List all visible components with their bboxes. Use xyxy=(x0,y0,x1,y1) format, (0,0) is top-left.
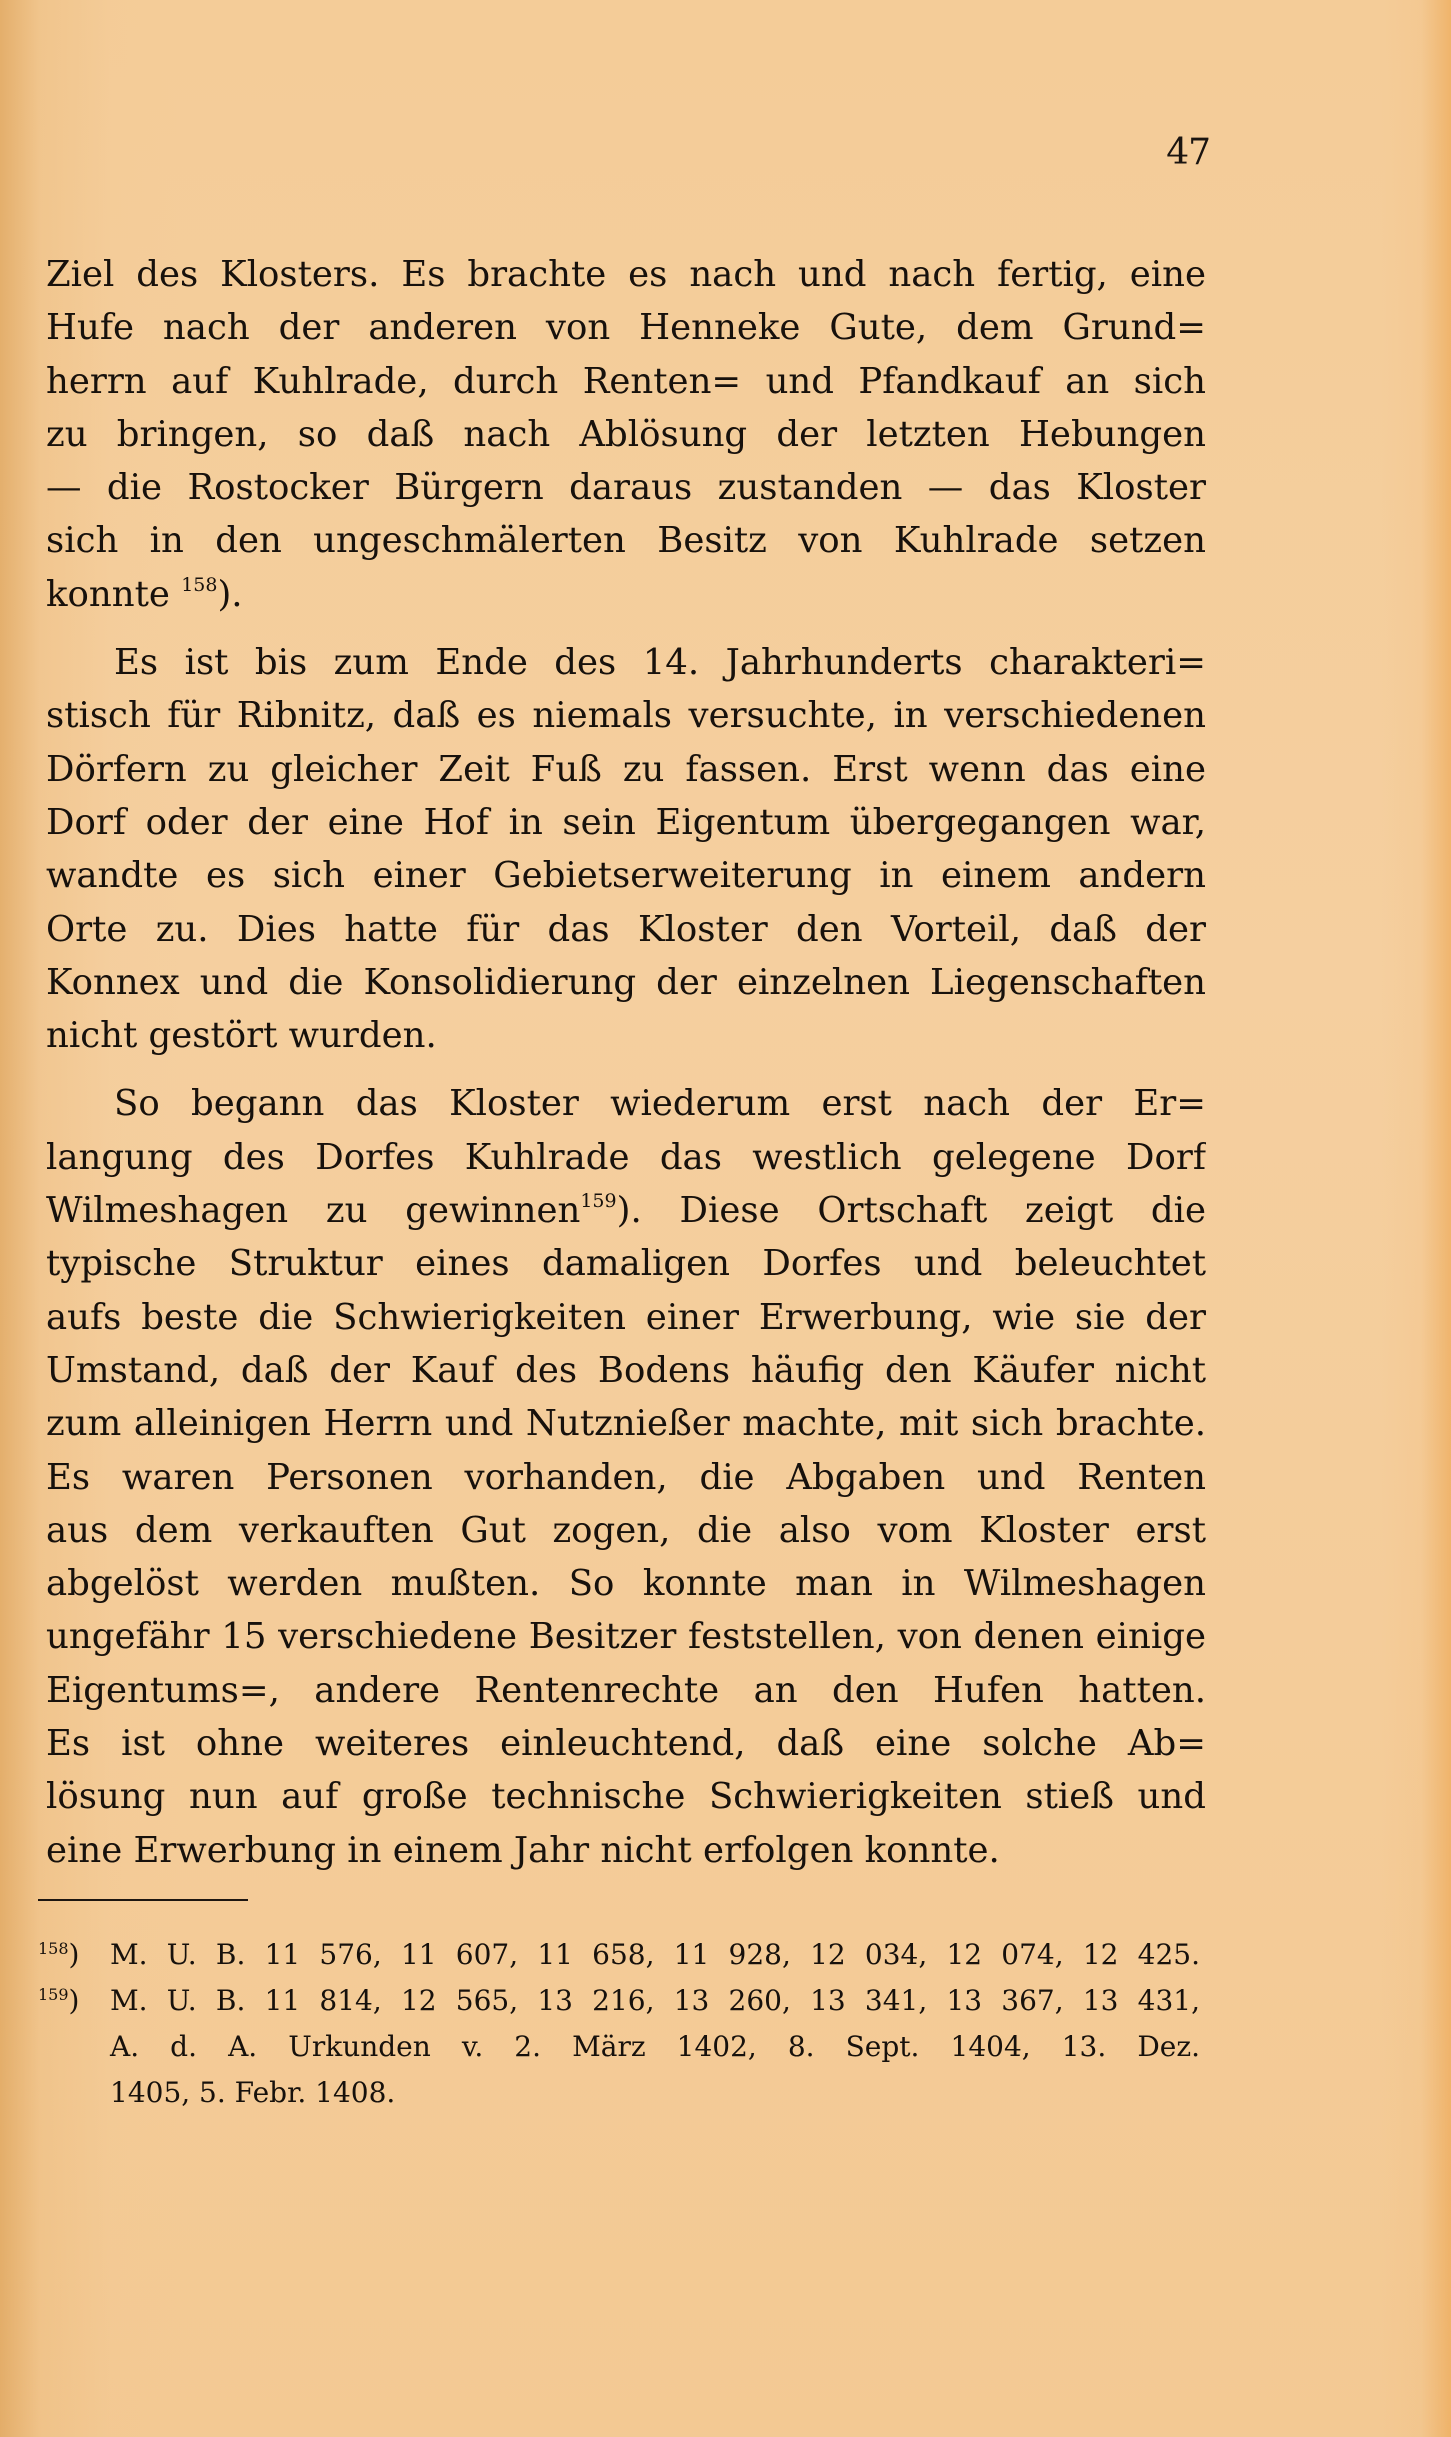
footnote-paren: ) xyxy=(68,1984,80,2017)
text-line: wandte es sich einer Gebietserweiterung in einem andern xyxy=(46,855,1206,897)
footnote-159-continuation xyxy=(38,2070,1218,2116)
text-fragment: ). xyxy=(217,573,243,615)
text-line: eine Erwerbung in einem Jahr nicht erfolgen konnte. xyxy=(46,1829,1000,1871)
text-fragment: ). Diese Ortschaft zeigt die xyxy=(616,1190,1206,1232)
text-line: Eigentums=, andere Rentenrechte an den Hufen hatten. xyxy=(46,1669,1206,1711)
text-line: nicht gestört wurden. xyxy=(46,1015,437,1057)
text-line: Umstand, daß der Kauf des Bodens häufig den Käufer nicht xyxy=(46,1349,1206,1391)
paragraph-2 xyxy=(46,636,1206,1062)
text-line xyxy=(46,568,1206,621)
text-line: aufs beste die Schwierigkeiten einer Erwerbung, wie sie der xyxy=(46,1296,1206,1338)
text-line: Hufe nach der anderen von Henneke Gute, dem Grund= xyxy=(46,307,1206,349)
body-text xyxy=(46,248,1206,1877)
text-line: langung des Dorfes Kuhlrade das westlich gelegene Dorf xyxy=(46,1136,1206,1178)
footnotes xyxy=(38,1932,1218,2116)
text-line: — die Rostocker Bürgern daraus zustanden — das Kloster xyxy=(46,467,1206,509)
footnote-text: 1405, 5. Febr. 1408. xyxy=(110,2076,396,2109)
text-fragment: konnte xyxy=(46,573,170,615)
paragraph-1 xyxy=(46,248,1206,621)
footnote-text: M. U. B. 11 576, 11 607, 11 658, 11 928, 12 034, 12 074, 12 425. xyxy=(110,1938,1200,1971)
footnote-number: 159 xyxy=(38,1985,69,2004)
text-line xyxy=(46,1184,1206,1237)
footnote-paren: ) xyxy=(68,1938,80,1971)
text-line: aus dem verkauften Gut zogen, die also vom Kloster erst xyxy=(46,1509,1206,1551)
footnote-separator-rule xyxy=(38,1899,248,1901)
footnote-159 xyxy=(38,1978,1218,2024)
text-line: Dorf oder der eine Hof in sein Eigentum übergegangen war, xyxy=(46,801,1206,843)
footnote-number: 158 xyxy=(38,1939,69,1958)
text-line: Es ist bis zum Ende des 14. Jahrhunderts charakteri= xyxy=(114,642,1206,684)
paragraph-3 xyxy=(46,1077,1206,1876)
text-line: abgelöst werden mußten. So konnte man in Wilmeshagen xyxy=(46,1563,1206,1605)
text-line: sich in den ungeschmälerten Besitz von Kuhlrade setzen xyxy=(46,520,1206,562)
text-line: stisch für Ribnitz, daß es niemals versuchte, in verschiedenen xyxy=(46,695,1206,737)
text-line: zum alleinigen Herrn und Nutznießer machte, mit sich brachte. xyxy=(46,1403,1206,1445)
footnote-reference-159[interactable]: 159 xyxy=(580,1190,617,1213)
text-line: zu bringen, so daß nach Ablösung der letzten Hebungen xyxy=(46,413,1206,455)
text-line: lösung nun auf große technische Schwierigkeiten stieß und xyxy=(46,1776,1206,1818)
text-line: So begann das Kloster wiederum erst nach der Er= xyxy=(114,1083,1206,1125)
text-line: Konnex und die Konsolidierung der einzelnen Liegenschaften xyxy=(46,961,1206,1003)
text-line: typische Struktur eines damaligen Dorfes und beleuchtet xyxy=(46,1243,1206,1285)
footnote-marker xyxy=(38,1932,110,1978)
text-line: ungefähr 15 verschiedene Besitzer feststellen, von denen einige xyxy=(46,1616,1206,1658)
text-line: Ziel des Klosters. Es brachte es nach und nach fertig, eine xyxy=(46,254,1206,295)
footnote-159-continuation xyxy=(38,2024,1218,2070)
text-fragment: Wilmeshagen zu gewinnen xyxy=(46,1190,581,1232)
footnote-text: M. U. B. 11 814, 12 565, 13 216, 13 260, 13 341, 13 367, 13 431, xyxy=(110,1984,1200,2017)
page-number: 47 xyxy=(1166,132,1210,173)
text-line: Es waren Personen vorhanden, die Abgaben und Renten xyxy=(46,1456,1206,1498)
footnote-158 xyxy=(38,1932,1218,1978)
text-line: Dörfern zu gleicher Zeit Fuß zu fassen. Erst wenn das eine xyxy=(46,748,1206,790)
text-line: Es ist ohne weiteres einleuchtend, daß eine solche Ab= xyxy=(46,1723,1206,1765)
text-line: Orte zu. Dies hatte für das Kloster den Vorteil, daß der xyxy=(46,908,1206,950)
footnote-reference-158[interactable]: 158 xyxy=(181,573,218,596)
text-line: herrn auf Kuhlrade, durch Renten= und Pfandkauf an sich xyxy=(46,360,1206,402)
footnote-marker xyxy=(38,1978,110,2024)
footnote-text: A. d. A. Urkunden v. 2. März 1402, 8. Sept. 1404, 13. Dez. xyxy=(110,2030,1200,2063)
